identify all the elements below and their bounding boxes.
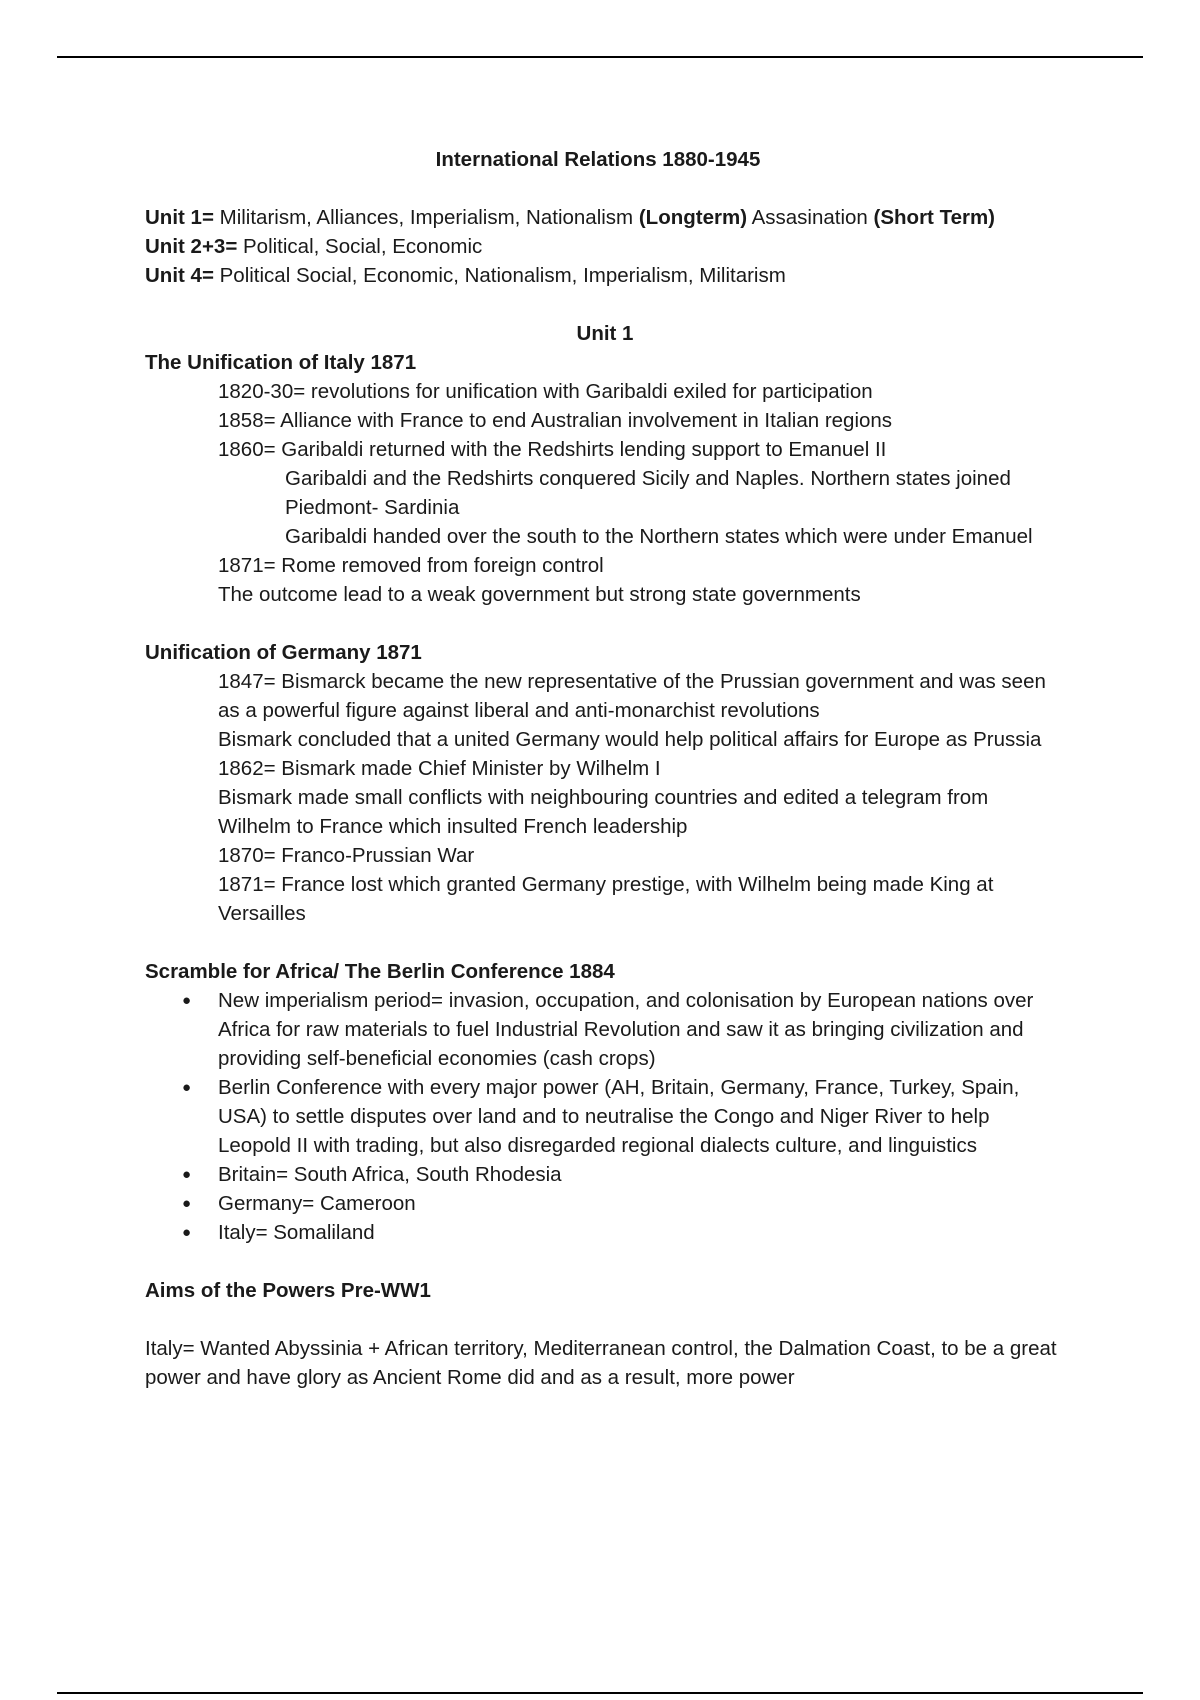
unit-1-text-b: Assasination [747,206,874,229]
africa-bullet-list [145,986,1065,1247]
unit-heading: Unit 1 [576,322,634,345]
document-body [145,145,1065,1392]
unit-23-label: Unit 2+3= [145,235,238,258]
list-item: ● Germany= Cameroon [218,1189,1065,1218]
germany-heading: Unification of Germany 1871 [145,641,422,664]
italy-sub-line: Garibaldi handed over the south to the Northern states which were under Emanuel [285,525,1033,548]
aims-heading: Aims of the Powers Pre-WW1 [145,1279,431,1302]
italy-line: The outcome lead to a weak government but strong state governments [218,583,861,606]
unit-1-label: Unit 1= [145,206,214,229]
list-item: ● Britain= South Africa, South Rhodesia [218,1160,1065,1189]
germany-line: 1870= Franco-Prussian War [218,844,475,867]
unit-4-summary [145,261,1065,290]
unit-4-text: Political Social, Economic, Nationalism, Imperialism, Militarism [219,264,786,287]
italy-line: 1858= Alliance with France to end Australian involvement in Italian regions [218,409,893,432]
unit-1-shortterm: (Short Term) [873,206,996,229]
unit-4-label: Unit 4= [145,264,214,287]
unit-23-text: Political, Social, Economic [243,235,483,258]
italy-line: 1871= Rome removed from foreign control [218,554,604,577]
list-item: ● Italy= Somaliland [218,1218,1065,1247]
unit-23-summary [145,232,1065,261]
list-item: ● New imperialism period= invasion, occupation, and colonisation by European nations over Africa for raw materials to fuel Industrial Revolution and saw it as bringing civilization and providing self-beneficial economies (cash crops) [218,986,1065,1073]
unit-1-text-a: Militarism, Alliances, Imperialism, Nationalism [219,206,639,229]
list-item: ● Berlin Conference with every major power (AH, Britain, Germany, France, Turkey, Spain, USA) to settle disputes over land and to neutralise the Congo and Niger River to help Leopold II with trading, but also disregarded regional dialects culture, and linguistics [218,1073,1065,1160]
unit-1-summary [145,203,1065,232]
germany-line: 1871= France lost which granted Germany prestige, with Wilhelm being made King at Versailles [218,873,994,925]
germany-line: 1862= Bismark made Chief Minister by Wilhelm I [218,757,661,780]
bottom-rule [57,1692,1143,1694]
top-rule [57,56,1143,58]
aims-paragraph: Italy= Wanted Abyssinia + African territory, Mediterranean control, the Dalmation Coast, to be a great power and have glory as Ancient Rome did and as a result, more power [145,1337,1057,1389]
italy-heading: The Unification of Italy 1871 [145,351,417,374]
germany-line: Bismark made small conflicts with neighbouring countries and edited a telegram from Wilhelm to France which insulted French leadership [218,786,989,838]
italy-sub-line: Garibaldi and the Redshirts conquered Sicily and Naples. Northern states joined Piedmont- Sardinia [285,467,1011,519]
unit-1-longterm: (Longterm) [638,206,748,229]
page-title: International Relations 1880-1945 [435,148,761,171]
africa-heading: Scramble for Africa/ The Berlin Conference 1884 [145,960,615,983]
italy-line: 1820-30= revolutions for unification with Garibaldi exiled for participation [218,380,873,403]
germany-line: Bismark concluded that a united Germany would help political affairs for Europe as Prussia [218,728,1042,751]
germany-line: 1847= Bismarck became the new representative of the Prussian government and was seen as a powerful figure against liberal and anti-monarchist revolutions [218,670,1046,722]
italy-line: 1860= Garibaldi returned with the Redshirts lending support to Emanuel II [218,438,887,461]
